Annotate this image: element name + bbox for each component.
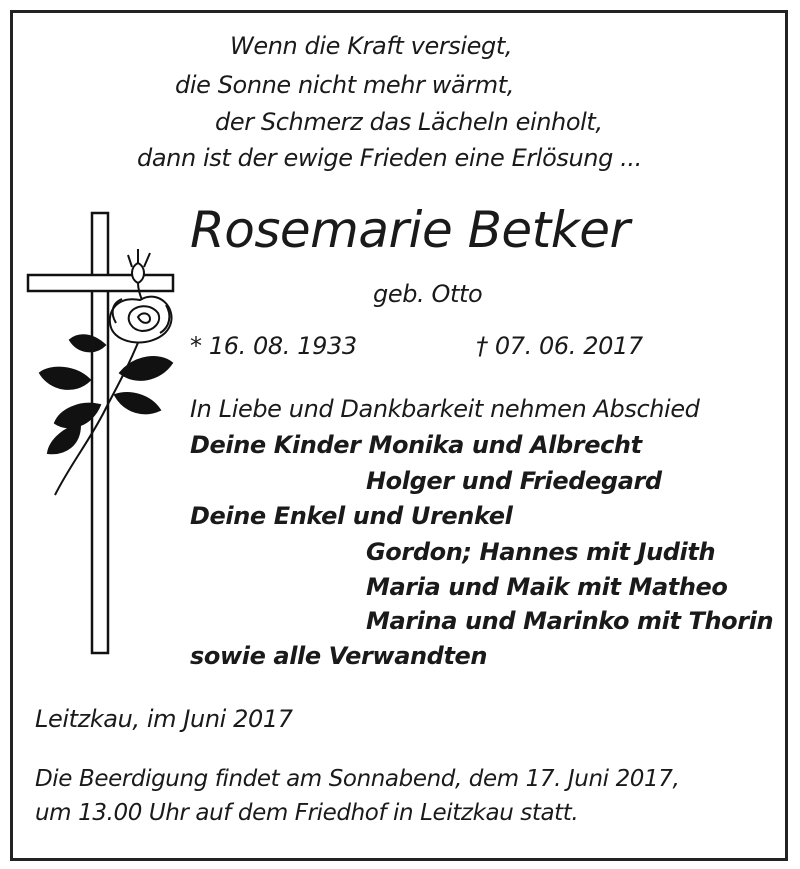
grandchildren-line-1: Gordon; Hannes mit Judith bbox=[366, 538, 716, 566]
children-line-2: Holger und Friedegard bbox=[366, 467, 662, 495]
funeral-line-2: um 13.00 Uhr auf dem Friedhof in Leitzkau statt. bbox=[35, 800, 579, 826]
grandchildren-line-3: Marina und Marinko mit Thorin bbox=[366, 607, 774, 635]
grandchildren-line-2: Maria und Maik mit Matheo bbox=[366, 573, 728, 601]
grandchildren-label: Deine Enkel und Urenkel bbox=[190, 502, 513, 530]
children-line-1: Deine Kinder Monika und Albrecht bbox=[190, 431, 642, 459]
place-date: Leitzkau, im Juni 2017 bbox=[35, 705, 293, 733]
cross-icon bbox=[28, 213, 173, 653]
funeral-line-1: Die Beerdigung findet am Sonnabend, dem 17. Juni 2017, bbox=[35, 766, 680, 792]
relatives-line: sowie alle Verwandten bbox=[190, 642, 488, 670]
cross-rose-graphic bbox=[20, 205, 190, 665]
deceased-name: Rosemarie Betker bbox=[190, 201, 630, 259]
birth-date: * 16. 08. 1933 bbox=[190, 332, 357, 360]
poem-line-3: der Schmerz das Lächeln einholt, bbox=[215, 108, 603, 136]
poem-line-2: die Sonne nicht mehr wärmt, bbox=[175, 71, 515, 99]
poem-line-4: dann ist der ewige Frieden eine Erlösung ... bbox=[137, 144, 642, 172]
poem-line-1: Wenn die Kraft versiegt, bbox=[230, 32, 513, 60]
death-date: † 07. 06. 2017 bbox=[476, 332, 643, 360]
mourners-intro: In Liebe und Dankbarkeit nehmen Abschied bbox=[190, 395, 700, 423]
maiden-name: geb. Otto bbox=[373, 280, 483, 308]
